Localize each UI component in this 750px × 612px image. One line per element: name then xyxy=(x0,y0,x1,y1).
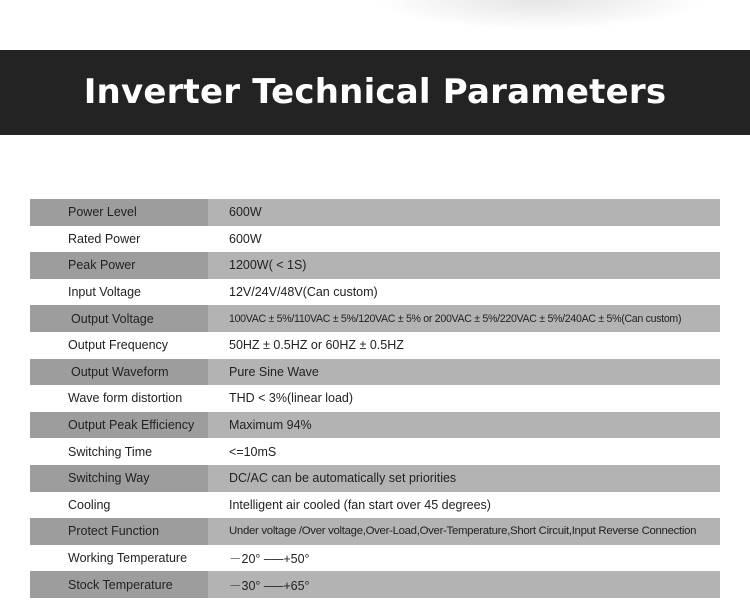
spec-row-peak-power xyxy=(30,252,720,279)
title-banner xyxy=(0,50,750,135)
top-shadow-decoration xyxy=(375,0,705,30)
spec-label: Working Temperature xyxy=(68,551,188,566)
spec-label: Stock Temperature xyxy=(30,571,208,598)
spec-value: <=10mS xyxy=(229,444,277,459)
page-title: Inverter Technical Parameters xyxy=(83,71,667,112)
spec-row-rated-power xyxy=(30,226,720,253)
spec-value: －30° –—+65° xyxy=(229,578,310,593)
spec-value: 600W xyxy=(229,231,262,246)
spec-row-output-waveform xyxy=(30,359,720,386)
spec-label: Switching Way xyxy=(30,465,208,492)
spec-label: Rated Power xyxy=(68,231,141,246)
spec-label: Peak Power xyxy=(30,252,208,279)
spec-value: 12V/24V/48V(Can custom) xyxy=(229,285,378,300)
spec-label: Protect Function xyxy=(30,518,208,545)
spec-label: Input Voltage xyxy=(68,285,141,300)
spec-value: 100VAC ± 5%/110VAC ± 5%/120VAC ± 5% or 200VAC ± 5%/220VAC ± 5%/240AC ± 5%(Can custom) xyxy=(229,312,682,325)
spec-value: Intelligent air cooled (fan start over 45 degrees) xyxy=(229,497,491,512)
spec-value: －20° –—+50° xyxy=(229,552,310,567)
spec-label: Output Voltage xyxy=(30,305,208,332)
spec-label: Output Frequency xyxy=(68,338,169,353)
spec-value: 1200W( < 1S) xyxy=(229,258,307,273)
spec-label: Switching Time xyxy=(68,444,153,459)
spec-label: Output Peak Efficiency xyxy=(30,412,208,439)
spec-row-working-temperature xyxy=(30,545,720,572)
spec-row-wave-form-distortion xyxy=(30,385,720,412)
spec-value: Maximum 94% xyxy=(229,418,312,433)
spec-table xyxy=(30,199,720,598)
spec-row-cooling xyxy=(30,492,720,519)
spec-row-power-level xyxy=(30,199,720,226)
spec-value: DC/AC can be automatically set priorities xyxy=(229,471,457,486)
spec-row-stock-temperature xyxy=(30,571,720,598)
spec-value: Under voltage /Over voltage,Over-Load,Over-Temperature,Short Circuit,Input Reverse Connection xyxy=(229,525,697,538)
spec-row-output-voltage xyxy=(30,305,720,332)
spec-label: Output Waveform xyxy=(30,359,208,386)
spec-label: Cooling xyxy=(68,497,111,512)
spec-row-output-peak-efficiency xyxy=(30,412,720,439)
spec-value: THD < 3%(linear load) xyxy=(229,391,354,406)
spec-label: Power Level xyxy=(30,199,208,226)
spec-value: Pure Sine Wave xyxy=(229,364,319,379)
spec-row-switching-time xyxy=(30,438,720,465)
spec-label: Wave form distortion xyxy=(68,391,183,406)
spec-row-output-frequency xyxy=(30,332,720,359)
spec-row-protect-function xyxy=(30,518,720,545)
spec-value: 600W xyxy=(229,205,262,220)
spec-row-input-voltage xyxy=(30,279,720,306)
spec-value: 50HZ ± 0.5HZ or 60HZ ± 0.5HZ xyxy=(229,338,404,353)
spec-row-switching-way xyxy=(30,465,720,492)
